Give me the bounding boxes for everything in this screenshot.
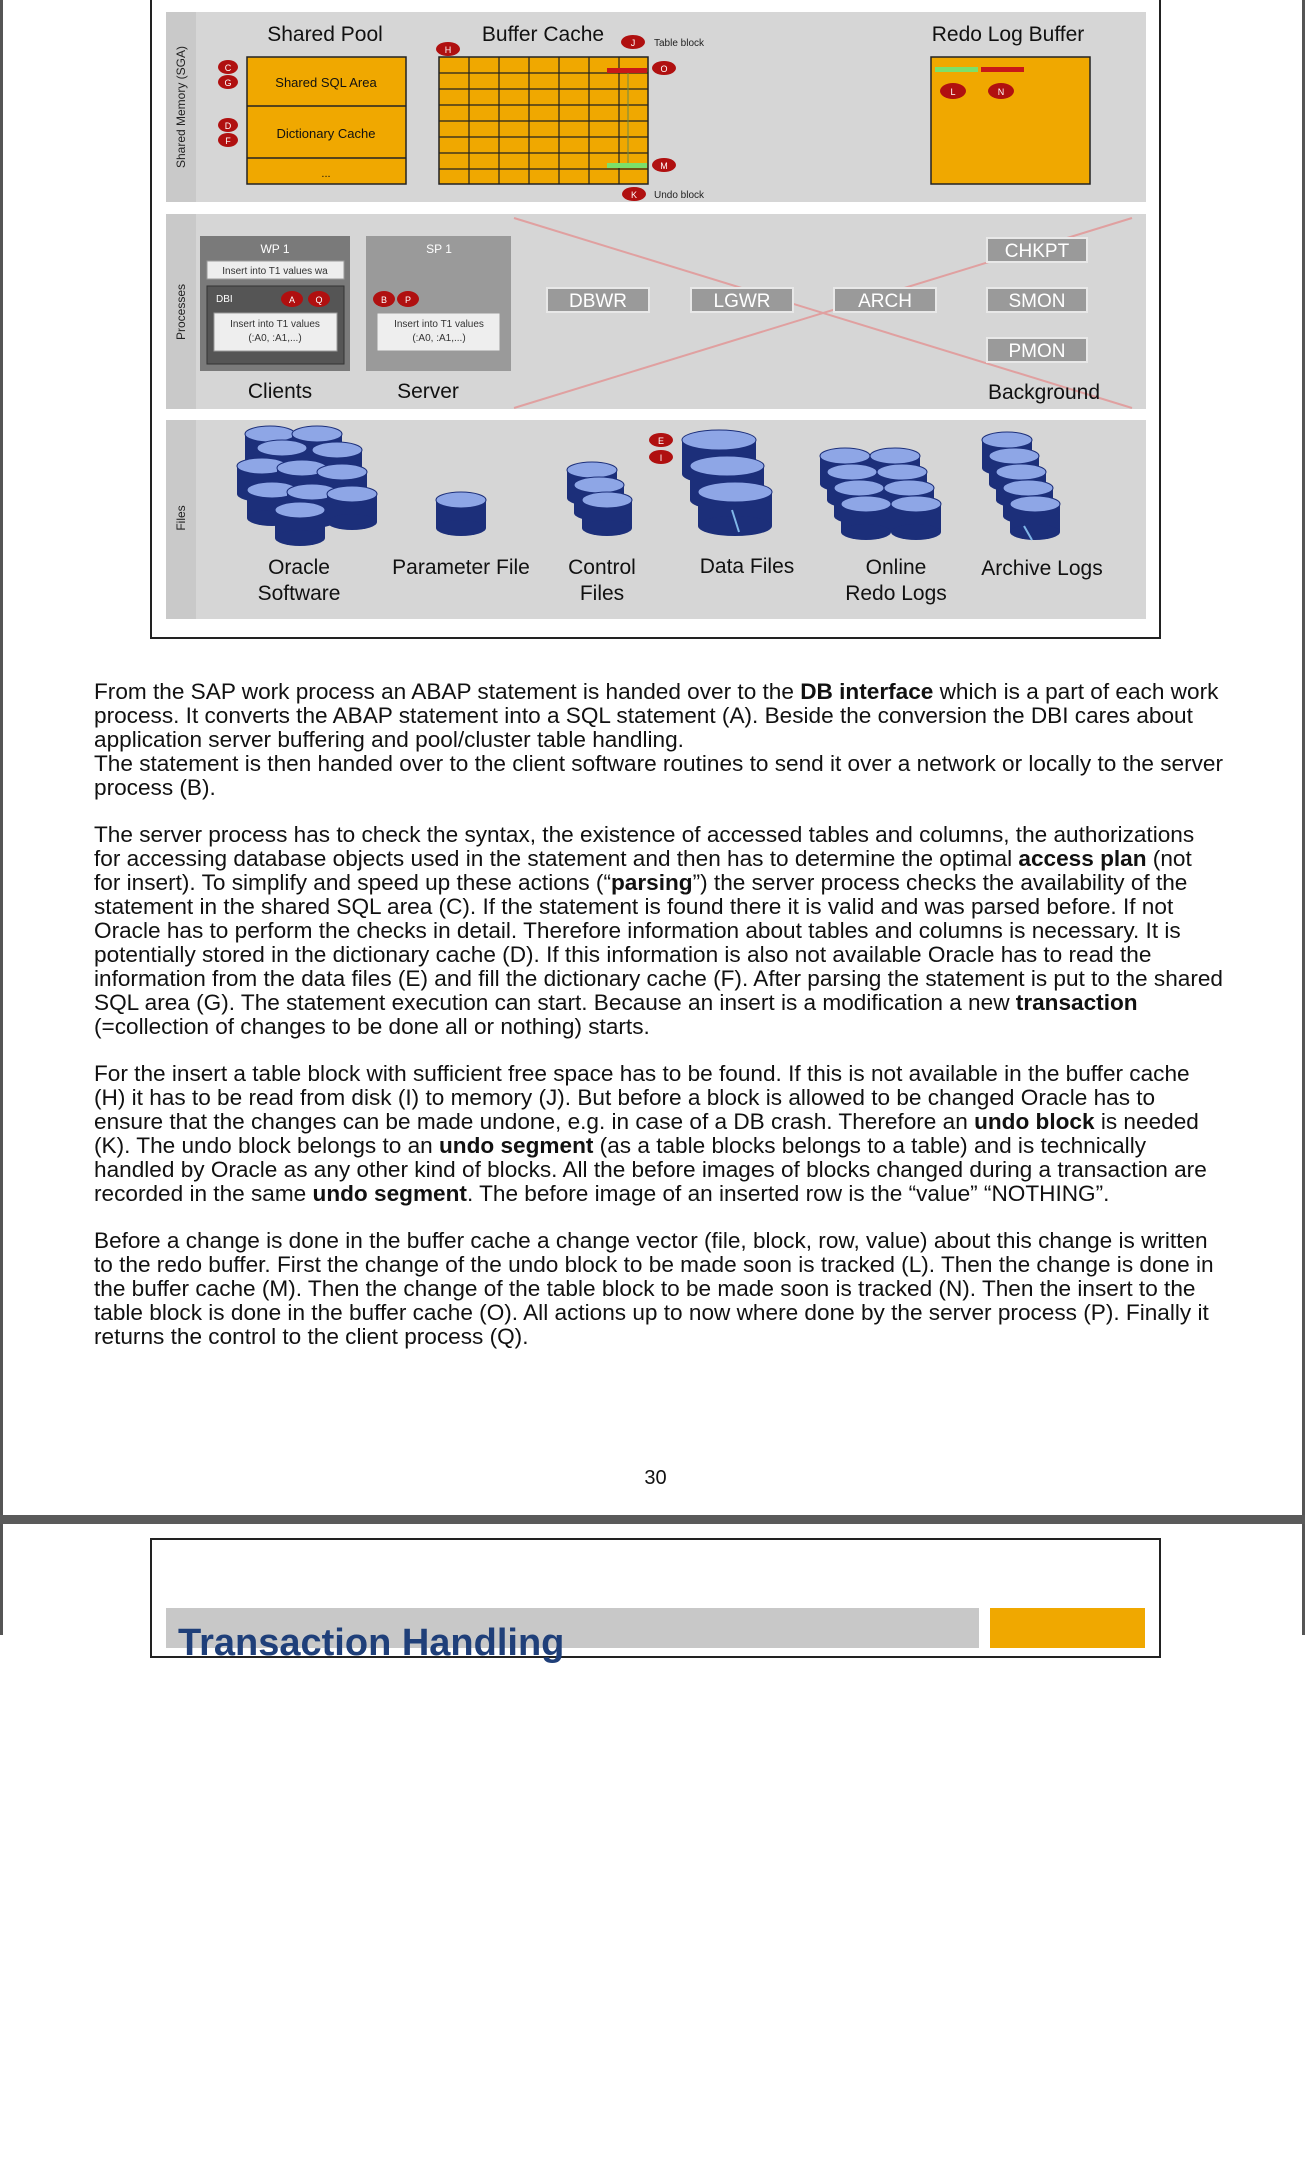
undo-block-change bbox=[607, 163, 647, 168]
table-block-label: Table block bbox=[654, 38, 705, 49]
buffer-cache-label: Buffer Cache bbox=[481, 23, 605, 46]
wp1-label: WP 1 bbox=[260, 242, 290, 256]
redo-undo-change bbox=[935, 67, 978, 72]
marker-p bbox=[397, 291, 419, 307]
paragraph-redo: Before a change is done in the buffer cache a change vector (file, block, row, value) about this change is written to the redo buffer. First the change of the undo block to be made soon is tracked (L). Then the change is done in the buffer cache (M). Then the change of the table block to be made soon is tracked (N). Then the insert to the table block is done in the buffer cache (O). All actions up to now where done by the server process (P). Finally it returns the control to the client process (Q). bbox=[94, 1228, 1214, 1349]
page-number: 30 bbox=[644, 1467, 667, 1489]
sp1-insert-line2: (:A0, :A1,...) bbox=[412, 333, 466, 344]
svg-text:J: J bbox=[630, 38, 636, 48]
marker-h bbox=[436, 42, 460, 56]
server-label: Server bbox=[397, 380, 459, 403]
marker-f bbox=[218, 133, 238, 147]
svg-text:PMON: PMON bbox=[1008, 341, 1066, 362]
archive-logs-label: Archive Logs bbox=[981, 557, 1103, 580]
svg-text:ARCH: ARCH bbox=[858, 291, 912, 312]
control-files-label-1: Control bbox=[568, 556, 636, 579]
next-slide-title: Transaction Handling bbox=[178, 1622, 565, 1664]
marker-b bbox=[373, 291, 395, 307]
clients-label: Clients bbox=[247, 380, 313, 403]
marker-n bbox=[988, 83, 1014, 99]
svg-text:C: C bbox=[224, 63, 232, 73]
marker-q bbox=[308, 291, 330, 307]
marker-k bbox=[622, 187, 646, 201]
paragraph-dbi: From the SAP work process an ABAP statement is handed over to the DB interface which is a part of each work process. It converts the ABAP statement into a SQL statement (A). Beside the conversion the DBI cares about application server buffering and pool/cluster table handling. The statement is then handed over to the client software routines to send it over a network or locally to the server process (B). bbox=[94, 679, 1224, 800]
shared-pool-ellipsis: ... bbox=[321, 168, 331, 180]
svg-text:D: D bbox=[224, 121, 232, 131]
online-redo-logs-label-1: Online bbox=[865, 556, 927, 579]
dbwr-process bbox=[547, 288, 649, 312]
svg-text:E: E bbox=[657, 436, 665, 446]
svg-text:L: L bbox=[950, 87, 956, 97]
control-files-label-2: Files bbox=[579, 582, 625, 605]
wp1-insert-line2: (:A0, :A1,...) bbox=[248, 333, 302, 344]
marker-e bbox=[649, 433, 673, 447]
marker-d bbox=[218, 118, 238, 132]
explanation-text bbox=[94, 680, 1224, 1372]
svg-text:I: I bbox=[659, 453, 663, 463]
sp1-label: SP 1 bbox=[426, 242, 452, 256]
marker-i bbox=[649, 450, 673, 464]
processes-section-label: Processes bbox=[174, 283, 188, 341]
marker-g bbox=[218, 75, 238, 89]
wp1-insert-line1: Insert into T1 values bbox=[230, 319, 320, 330]
svg-text:N: N bbox=[997, 87, 1005, 97]
chkpt-process bbox=[987, 238, 1087, 262]
svg-text:SMON: SMON bbox=[1008, 291, 1066, 312]
undo-block-label: Undo block bbox=[654, 190, 705, 201]
lgwr-process bbox=[691, 288, 793, 312]
marker-a bbox=[281, 291, 303, 307]
oracle-software-label-1: Oracle bbox=[268, 556, 330, 579]
marker-o bbox=[652, 61, 676, 75]
arch-process bbox=[834, 288, 936, 312]
redo-table-change bbox=[981, 67, 1024, 72]
parameter-file-icon bbox=[436, 492, 486, 536]
architecture-diagram bbox=[152, 0, 1159, 637]
paragraph-undo: For the insert a table block with sufficient free space has to be found. If this is not available in the buffer cache (H) it has to be read from disk (I) to memory (J). But before a block is allowed to be changed Oracle has to ensure that the changes can be made undone, e.g. in case of a DB crash. Therefore an undo block is needed (K). The undo block belongs to an undo segment (as a table blocks belongs to a table) and is technically handled by Oracle as any other kind of blocks. All the before images of blocks changed during a transaction are recorded in the same undo segment. The before image of an inserted row is the “value” “NOTHING”. bbox=[94, 1061, 1207, 1206]
wp1-abap-statement: Insert into T1 values wa bbox=[222, 266, 328, 277]
background-label: Background bbox=[987, 381, 1101, 404]
oracle-software-label-2: Software bbox=[257, 582, 341, 605]
svg-text:A: A bbox=[288, 295, 296, 305]
svg-text:M: M bbox=[660, 161, 668, 171]
sp1-insert-line1: Insert into T1 values bbox=[394, 319, 484, 330]
pmon-process bbox=[987, 338, 1087, 362]
marker-m bbox=[652, 158, 676, 172]
svg-text:F: F bbox=[225, 136, 231, 146]
oracle-architecture-figure bbox=[150, 0, 1161, 639]
online-redo-logs-label-2: Redo Logs bbox=[845, 582, 947, 605]
svg-text:DBWR: DBWR bbox=[568, 291, 628, 312]
redo-log-buffer-label: Redo Log Buffer bbox=[931, 23, 1085, 46]
redo-log-buffer-box bbox=[931, 57, 1090, 184]
svg-text:G: G bbox=[224, 78, 232, 88]
dbi-label: DBI bbox=[216, 294, 233, 305]
shared-sql-area-label: Shared SQL Area bbox=[275, 75, 377, 90]
data-files-label: Data Files bbox=[699, 555, 795, 578]
next-slide-title-bar bbox=[166, 1608, 979, 1664]
smon-process bbox=[987, 288, 1087, 312]
table-block-change bbox=[607, 68, 647, 73]
page-separator bbox=[0, 1515, 1305, 1524]
sga-section-label: Shared Memory (SGA) bbox=[174, 45, 188, 169]
marker-l bbox=[940, 83, 966, 99]
svg-text:O: O bbox=[660, 64, 668, 74]
files-section-label: Files bbox=[174, 505, 188, 531]
svg-text:CHKPT: CHKPT bbox=[1004, 241, 1070, 262]
marker-c bbox=[218, 60, 238, 74]
svg-text:P: P bbox=[404, 295, 412, 305]
svg-text:LGWR: LGWR bbox=[713, 291, 771, 312]
parameter-file-label: Parameter File bbox=[392, 556, 530, 579]
svg-text:K: K bbox=[630, 190, 638, 200]
shared-pool-label: Shared Pool bbox=[267, 23, 383, 46]
page-31 bbox=[0, 1524, 1305, 1664]
dictionary-cache-label: Dictionary Cache bbox=[276, 126, 376, 141]
marker-j bbox=[621, 35, 645, 49]
svg-text:H: H bbox=[444, 45, 452, 55]
svg-text:Q: Q bbox=[315, 295, 323, 305]
next-slide-accent bbox=[990, 1608, 1145, 1648]
svg-text:B: B bbox=[380, 295, 388, 305]
paragraph-parsing: The server process has to check the syntax, the existence of accessed tables and columns, the authorizations for accessing database objects used in the statement and then has to determine the optimal access plan (not for insert). To simplify and speed up these actions (“parsing”) the server process checks the availability of the statement in the shared SQL area (C). If the statement is found there it is valid and was parsed before. If not Oracle has to perform the checks in detail. Therefore information about tables and columns is necessary. It is potentially stored in the dictionary cache (D). If this information is also not available Oracle has to read the information from the data files (E) and fill the dictionary cache (F). After parsing the statement is put to the shared SQL area (G). The statement execution can start. Because an insert is a modification a new transaction (=collection of changes to be done all or nothing) starts. bbox=[94, 822, 1223, 1039]
